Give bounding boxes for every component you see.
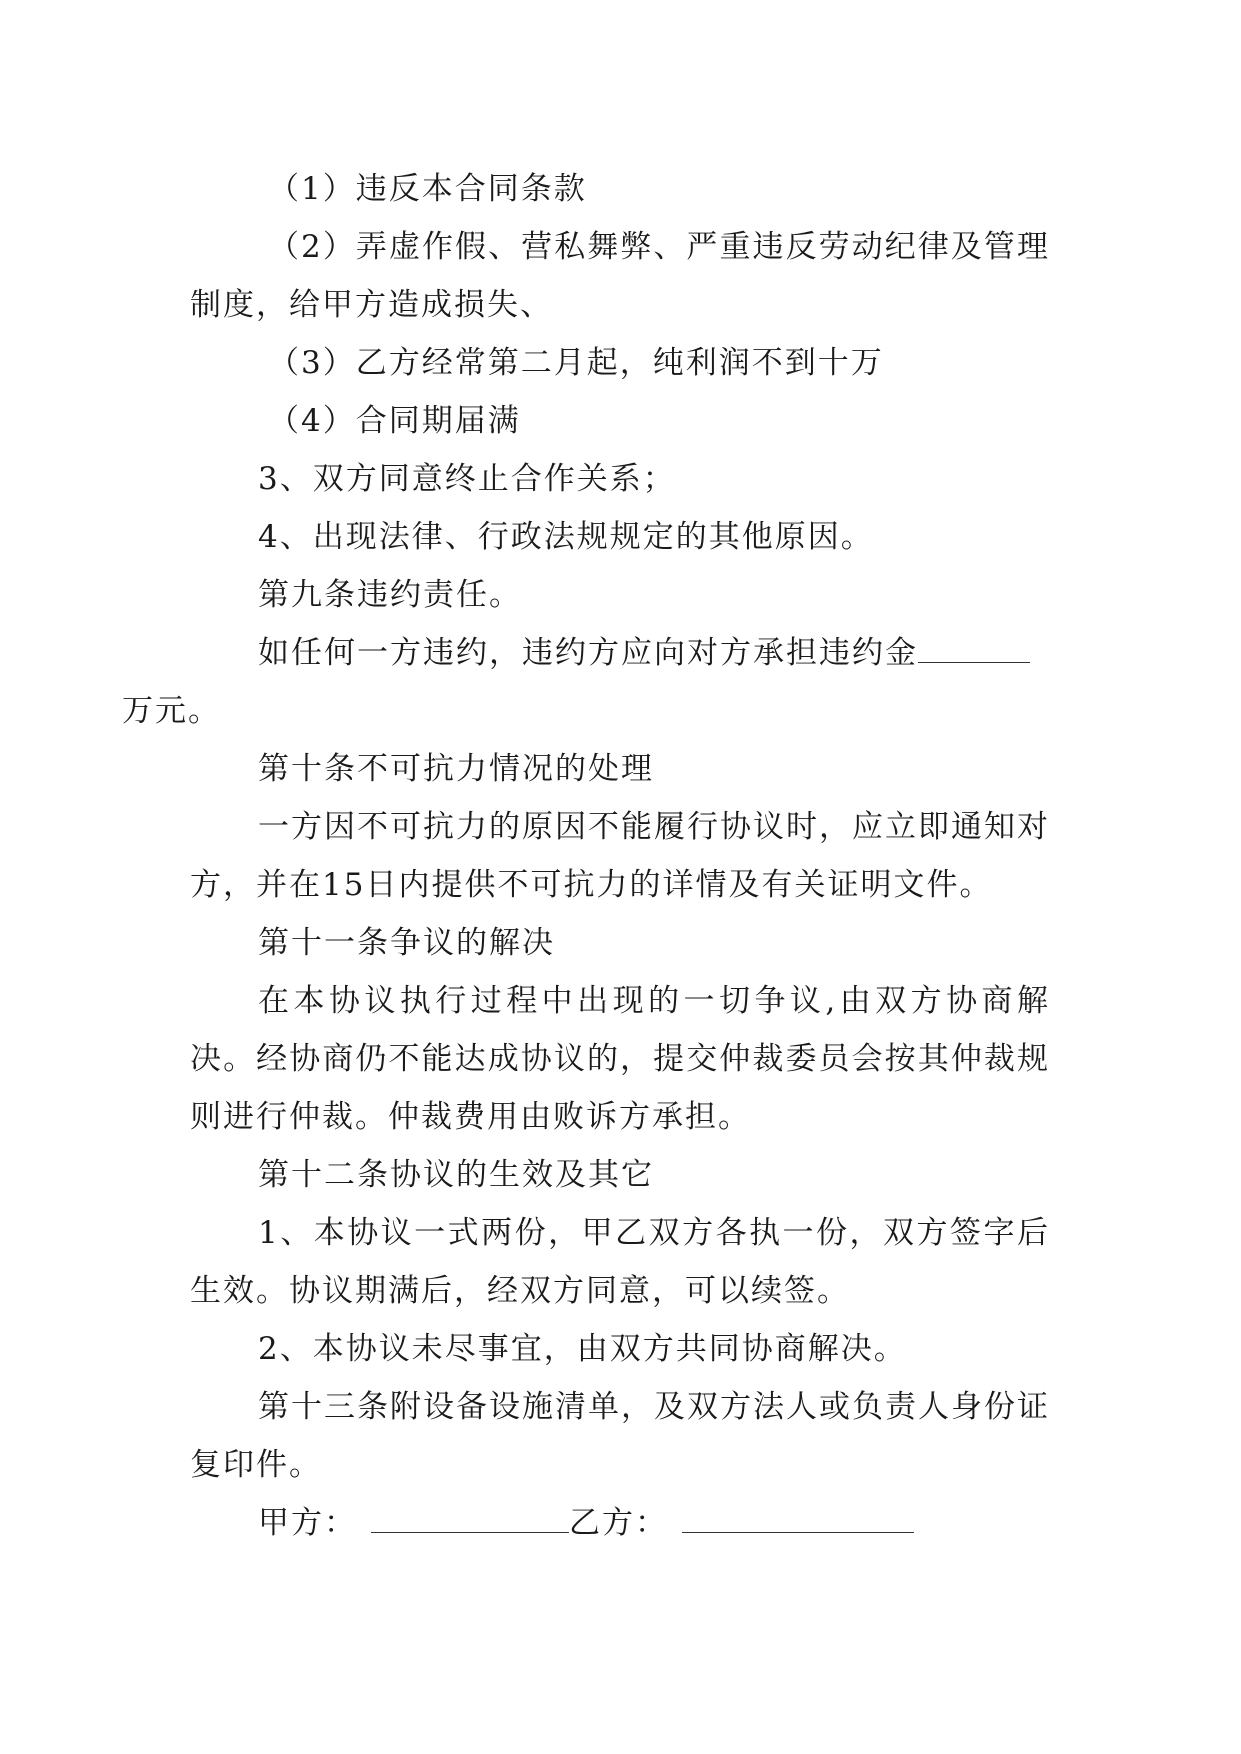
party-a-signature-blank[interactable] xyxy=(371,1502,569,1533)
document-body xyxy=(122,160,1050,1552)
article-9-body xyxy=(122,624,1050,740)
article-11-heading: 第十一条争议的解决 xyxy=(258,925,555,961)
article-9-heading: 第九条违约责任。 xyxy=(258,577,522,613)
clause-item-2: （2）弄虚作假、营私舞弊、严重违反劳动纪律及管理制度，给甲方造成损失、 xyxy=(190,229,1050,323)
article-12-heading: 第十二条协议的生效及其它 xyxy=(258,1157,654,1193)
party-b-signature-blank[interactable] xyxy=(682,1502,914,1533)
termination-reason-3: 3、双方同意终止合作关系； xyxy=(258,461,676,497)
penalty-text: 如任何一方违约，违约方应向对方承担违约金 xyxy=(258,635,918,671)
article-10-body: 一方因不可抗力的原因不能履行协议时，应立即通知对方，并在15日内提供不可抗力的详情及有关证明文件。 xyxy=(190,809,1050,903)
clause-item-4: （4）合同期届满 xyxy=(268,403,521,439)
termination-reason-4: 4、出现法律、行政法规规定的其他原因。 xyxy=(258,519,874,555)
clause-item-3: （3）乙方经常第二月起，纯利润不到十万 xyxy=(268,345,884,381)
penalty-unit: 万元。 xyxy=(122,693,221,729)
party-a-label: 甲方： xyxy=(258,1505,357,1541)
signature-line xyxy=(190,1494,1050,1552)
article-12-item-2: 2、本协议未尽事宜，由双方共同协商解决。 xyxy=(258,1331,907,1367)
article-13: 第十三条附设备设施清单，及双方法人或负责人身份证复印件。 xyxy=(190,1389,1050,1483)
article-10-heading: 第十条不可抗力情况的处理 xyxy=(258,751,654,787)
clause-item-1: （1）违反本合同条款 xyxy=(268,171,587,207)
penalty-amount-blank[interactable] xyxy=(918,632,1030,663)
article-11-body: 在本协议执行过程中出现的一切争议,由双方协商解决。经协商仍不能达成协议的，提交仲裁委员会按其仲裁规则进行仲裁。仲裁费用由败诉方承担。 xyxy=(190,983,1050,1135)
article-12-item-1: 1、本协议一式两份，甲乙双方各执一份，双方签字后生效。协议期满后，经双方同意，可以续签。 xyxy=(190,1215,1050,1309)
party-b-label: 乙方： xyxy=(569,1505,668,1541)
